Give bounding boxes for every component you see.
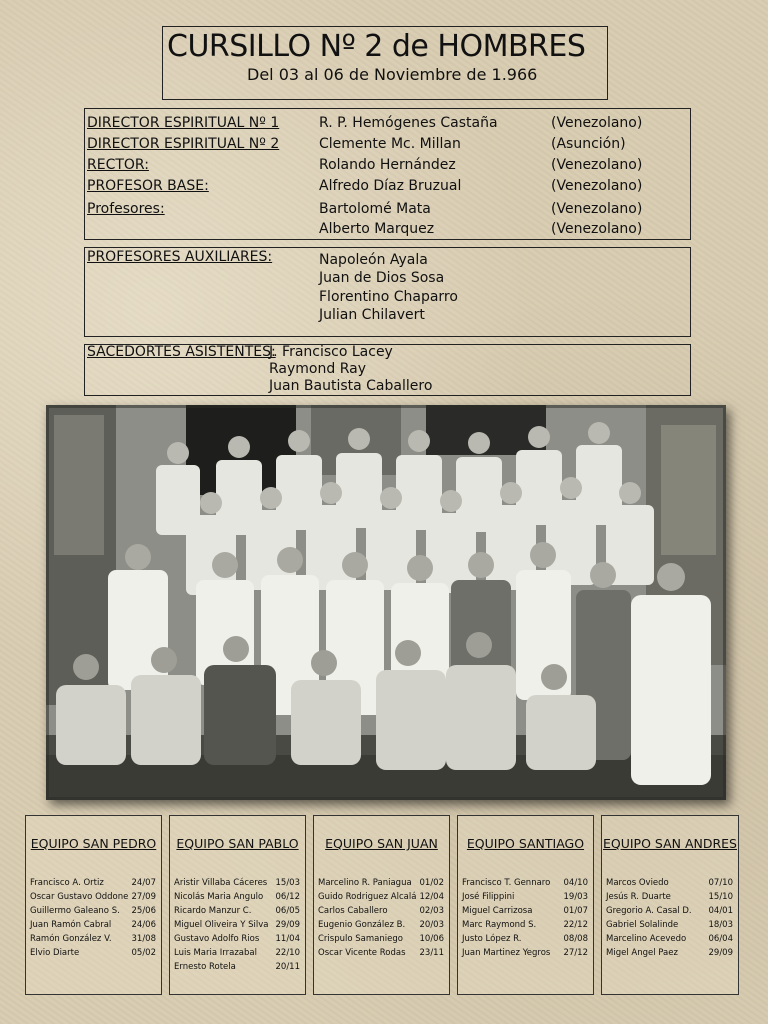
member-date: 22/10: [275, 948, 300, 958]
staff-nationality: (Venezolano): [551, 178, 643, 194]
member-date: 10/06: [419, 934, 444, 944]
sacerdote-name: Juan Bautista Caballero: [269, 378, 433, 394]
member-name: Miguel Oliveira Y Silva: [174, 920, 269, 930]
team-card-san-andres: [601, 815, 739, 995]
member-name: Justo López R.: [462, 934, 522, 944]
team-member: [462, 934, 588, 944]
staff-nationality: (Venezolano): [551, 157, 643, 173]
member-date: 11/04: [275, 934, 300, 944]
member-name: Ernesto Rotela: [174, 962, 236, 972]
member-name: Oscar Gustavo Oddone: [30, 892, 129, 902]
member-name: Miguel Carrizosa: [462, 906, 533, 916]
team-member: [462, 920, 588, 930]
staff-name: R. P. Hemógenes Castaña: [319, 115, 498, 131]
page-subtitle: Del 03 al 06 de Noviembre de 1.966: [247, 65, 538, 84]
member-name: Juan Ramón Cabral: [30, 920, 112, 930]
member-name: Marcos Oviedo: [606, 878, 669, 888]
auxiliar-name: Juan de Dios Sosa: [319, 270, 445, 286]
team-member: [606, 934, 733, 944]
team-member: [318, 892, 444, 902]
member-date: 05/02: [131, 948, 156, 958]
member-name: Crispulo Samaniego: [318, 934, 403, 944]
team-member: [318, 934, 444, 944]
member-name: Guido Rodriguez Alcalá: [318, 892, 417, 902]
team-member: [462, 892, 588, 902]
auxiliar-name: Florentino Chaparro: [319, 289, 458, 305]
team-title: EQUIPO SAN PEDRO: [30, 836, 157, 851]
team-member: [606, 878, 733, 888]
team-member: [30, 906, 156, 916]
team-member: [174, 948, 300, 958]
member-date: 29/09: [275, 920, 300, 930]
team-title: EQUIPO SAN ANDRES: [602, 836, 737, 851]
auxiliar-name: Napoleón Ayala: [319, 252, 428, 268]
member-name: Marc Raymond S.: [462, 920, 537, 930]
team-member: [174, 892, 300, 902]
member-date: 02/03: [419, 906, 444, 916]
team-member: [606, 920, 733, 930]
group-photo: [46, 405, 726, 800]
staff-role: Profesores:: [87, 201, 165, 217]
team-member: [30, 934, 156, 944]
team-member: [174, 920, 300, 930]
staff-name: Bartolomé Mata: [319, 201, 431, 217]
staff-nationality: (Venezolano): [551, 115, 643, 131]
staff-nationality: (Venezolano): [551, 221, 643, 237]
team-member: [606, 948, 733, 958]
title-box: [162, 26, 608, 100]
member-name: Marcelino R. Paniagua: [318, 878, 412, 888]
page-title: CURSILLO Nº 2 de HOMBRES: [167, 29, 586, 64]
team-member: [174, 878, 300, 888]
member-date: 01/07: [563, 906, 588, 916]
member-date: 24/07: [131, 878, 156, 888]
member-date: 24/06: [131, 920, 156, 930]
member-name: Guillermo Galeano S.: [30, 906, 120, 916]
staff-nationality: (Asunción): [551, 136, 626, 152]
member-name: Jesús R. Duarte: [606, 892, 671, 902]
team-title: EQUIPO SAN JUAN: [325, 836, 438, 851]
member-date: 19/03: [563, 892, 588, 902]
member-name: Gregorio A. Casal D.: [606, 906, 692, 916]
team-member: [30, 920, 156, 930]
team-card-santiago: [457, 815, 594, 995]
team-member: [462, 906, 588, 916]
member-name: Elvio Diarte: [30, 948, 80, 958]
team-title: EQUIPO SANTIAGO: [466, 836, 585, 851]
member-name: Ricardo Manzur C.: [174, 906, 252, 916]
member-name: Nicolás Maria Angulo: [174, 892, 264, 902]
team-member: [174, 934, 300, 944]
sacerdotes-label: SACEDORTES ASISTENTES:: [87, 344, 276, 360]
team-card-san-juan: [313, 815, 450, 995]
sacerdotes-box: [84, 344, 691, 396]
group-photo-illustration: [46, 405, 726, 800]
staff-name: Alberto Marquez: [319, 221, 435, 237]
staff-name: Alfredo Díaz Bruzual: [319, 178, 462, 194]
team-member: [318, 920, 444, 930]
member-date: 15/10: [708, 892, 733, 902]
member-date: 31/08: [131, 934, 156, 944]
member-date: 07/10: [708, 878, 733, 888]
auxiliar-name: Julian Chilavert: [319, 307, 425, 323]
member-name: Eugenio González B.: [318, 920, 406, 930]
team-member: [318, 948, 444, 958]
member-date: 27/12: [563, 948, 588, 958]
team-member: [30, 892, 156, 902]
member-date: 27/09: [131, 892, 156, 902]
team-member: [318, 878, 444, 888]
member-name: Oscar Vicente Rodas: [318, 948, 406, 958]
staff-role: PROFESOR BASE:: [87, 178, 209, 194]
team-card-san-pablo: [169, 815, 306, 995]
team-member: [606, 906, 733, 916]
member-date: 04/01: [708, 906, 733, 916]
member-name: Ramón González V.: [30, 934, 112, 944]
member-date: 29/09: [708, 948, 733, 958]
member-date: 06/04: [708, 934, 733, 944]
team-title: EQUIPO SAN PABLO: [176, 836, 299, 851]
member-name: Francisco A. Ortiz: [30, 878, 104, 888]
team-member: [606, 892, 733, 902]
member-name: José Filippini: [462, 892, 515, 902]
member-date: 12/04: [419, 892, 444, 902]
member-date: 20/03: [419, 920, 444, 930]
member-date: 23/11: [419, 948, 444, 958]
staff-box: [84, 108, 691, 240]
team-member: [30, 878, 156, 888]
member-date: 01/02: [419, 878, 444, 888]
member-name: Francisco T. Gennaro: [462, 878, 551, 888]
member-date: 20/11: [275, 962, 300, 972]
member-name: Juan Martinez Yegros: [462, 948, 551, 958]
member-date: 15/03: [275, 878, 300, 888]
team-card-san-pedro: [25, 815, 162, 995]
member-date: 06/05: [275, 906, 300, 916]
staff-role: RECTOR:: [87, 157, 149, 173]
member-name: Gustavo Adolfo Rios: [174, 934, 260, 944]
staff-name: Clemente Mc. Millan: [319, 136, 461, 152]
sacerdote-name: J. Francisco Lacey: [269, 344, 393, 360]
member-name: Migel Angel Paez: [606, 948, 678, 958]
team-member: [462, 878, 588, 888]
team-member: [462, 948, 588, 958]
staff-nationality: (Venezolano): [551, 201, 643, 217]
member-date: 18/03: [708, 920, 733, 930]
staff-role: DIRECTOR ESPIRITUAL Nº 1: [87, 115, 280, 131]
sacerdote-name: Raymond Ray: [269, 361, 366, 377]
team-member: [318, 906, 444, 916]
staff-name: Rolando Hernández: [319, 157, 456, 173]
team-member: [174, 906, 300, 916]
member-date: 06/12: [275, 892, 300, 902]
member-date: 04/10: [563, 878, 588, 888]
auxiliares-label: PROFESORES AUXILIARES:: [87, 249, 273, 265]
member-date: 25/06: [131, 906, 156, 916]
member-name: Carlos Caballero: [318, 906, 388, 916]
team-member: [174, 962, 300, 972]
member-name: Luis Maria Irrazabal: [174, 948, 257, 958]
auxiliares-box: [84, 247, 691, 337]
member-name: Aristir Villaba Cáceres: [174, 878, 268, 888]
staff-role: DIRECTOR ESPIRITUAL Nº 2: [87, 136, 280, 152]
member-date: 08/08: [563, 934, 588, 944]
team-member: [30, 948, 156, 958]
member-date: 22/12: [563, 920, 588, 930]
member-name: Marcelino Acevedo: [606, 934, 687, 944]
member-name: Gabriel Solalinde: [606, 920, 679, 930]
